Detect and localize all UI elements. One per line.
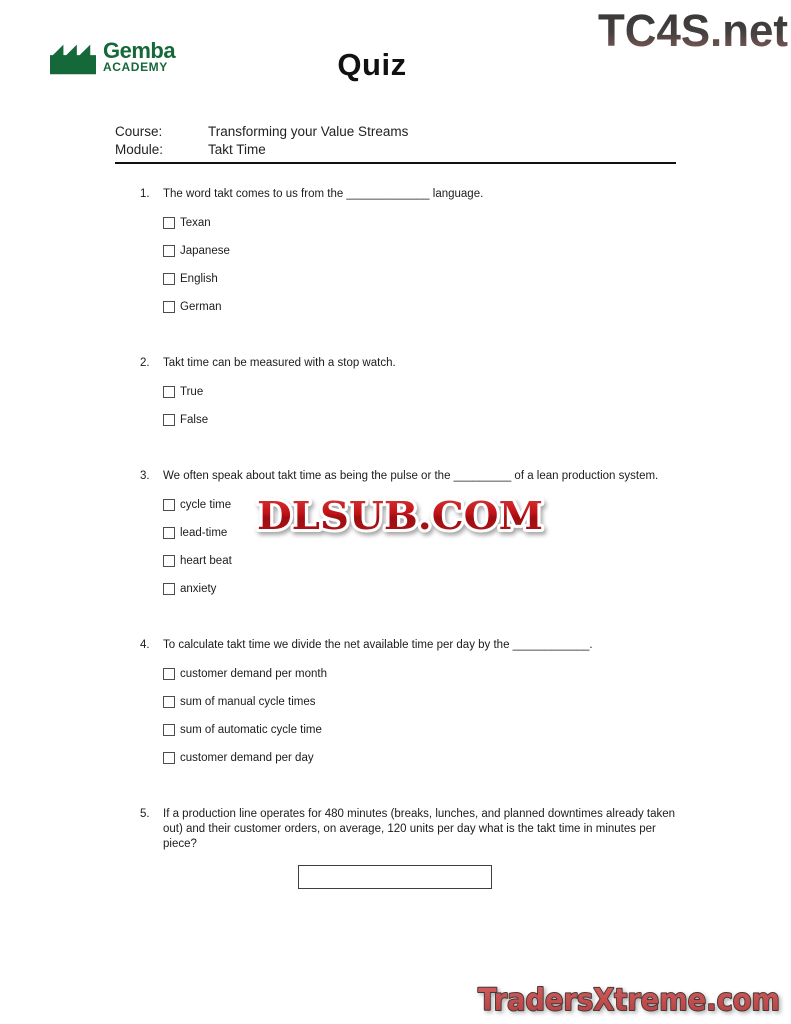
question — [140, 638, 677, 765]
answer-option[interactable] — [163, 385, 677, 399]
answer-option[interactable] — [163, 272, 677, 286]
tradersxtreme-watermark — [474, 978, 786, 1022]
question-body — [163, 356, 677, 427]
option-list — [163, 667, 677, 765]
option-label: lead-time — [180, 527, 228, 539]
option-list — [163, 385, 677, 427]
checkbox-icon[interactable] — [163, 696, 175, 708]
checkbox-icon[interactable] — [163, 752, 175, 764]
answer-option[interactable] — [163, 695, 677, 709]
dlsub-watermark-text: DLSUB.COM — [257, 493, 543, 538]
course-label: Course: — [115, 124, 163, 139]
answer-option[interactable] — [163, 300, 677, 314]
question-stem: If a production line operates for 480 minutes (breaks, lunches, and planned downtimes already taken out) and their customer orders, on average, 120 units per day what is the takt time in minutes per piece? — [163, 808, 676, 850]
question — [140, 356, 677, 427]
question-stem: Takt time can be measured with a stop watch. — [163, 357, 396, 369]
answer-option[interactable] — [163, 216, 677, 230]
checkbox-icon[interactable] — [163, 386, 175, 398]
course-value: Transforming your Value Streams — [208, 124, 409, 139]
module-row — [115, 141, 676, 159]
question-body — [163, 807, 677, 889]
tradersxtreme-watermark-text: TradersXtreme.com — [478, 983, 780, 1018]
checkbox-icon[interactable] — [163, 273, 175, 285]
question-stem: To calculate takt time we divide the net available time per day by the ____________. — [163, 639, 593, 651]
checkbox-icon[interactable] — [163, 583, 175, 595]
checkbox-icon[interactable] — [163, 301, 175, 313]
question-number: 2. — [140, 357, 150, 369]
tc4s-watermark-text: TC4S.net — [598, 5, 789, 56]
option-label: cycle time — [180, 499, 232, 511]
question-stem: We often speak about takt time as being the pulse or the _________ of a lean production system. — [163, 470, 659, 482]
question — [140, 187, 677, 314]
answer-option[interactable] — [163, 667, 677, 681]
module-label: Module: — [115, 142, 164, 157]
option-label: customer demand per day — [180, 752, 314, 764]
option-label: anxiety — [180, 583, 217, 595]
option-list — [163, 216, 677, 314]
option-label: heart beat — [180, 555, 232, 567]
option-label: customer demand per month — [180, 668, 328, 680]
question-number: 5. — [140, 808, 150, 820]
dlsub-watermark — [253, 489, 548, 541]
option-label: False — [180, 414, 209, 426]
question-body — [163, 638, 677, 765]
answer-option[interactable] — [163, 413, 677, 427]
option-label: True — [180, 386, 204, 398]
option-label: Japanese — [180, 245, 230, 257]
option-label: German — [180, 301, 222, 313]
option-label: sum of manual cycle times — [180, 696, 316, 708]
question — [140, 807, 677, 889]
checkbox-icon[interactable] — [163, 414, 175, 426]
answer-option[interactable] — [163, 244, 677, 258]
checkbox-icon[interactable] — [163, 668, 175, 680]
answer-option[interactable] — [163, 723, 677, 737]
question-number: 3. — [140, 470, 150, 482]
logo-name: Gemba — [103, 38, 176, 63]
checkbox-icon[interactable] — [163, 245, 175, 257]
module-value: Takt Time — [208, 142, 266, 157]
answer-input[interactable] — [298, 865, 492, 889]
checkbox-icon[interactable] — [163, 724, 175, 736]
question-stem: The word takt comes to us from the _____________ language. — [163, 188, 484, 200]
checkbox-icon[interactable] — [163, 527, 175, 539]
logo-subname: ACADEMY — [103, 60, 168, 74]
question-number: 1. — [140, 188, 150, 200]
course-header — [115, 123, 676, 164]
checkbox-icon[interactable] — [163, 217, 175, 229]
page-title: Quiz — [337, 47, 407, 82]
answer-option[interactable] — [163, 582, 677, 596]
answer-option[interactable] — [163, 554, 677, 568]
checkbox-icon[interactable] — [163, 499, 175, 511]
option-label: Texan — [180, 217, 211, 229]
course-row — [115, 123, 676, 141]
question-body — [163, 187, 677, 314]
question-number: 4. — [140, 639, 150, 651]
checkbox-icon[interactable] — [163, 555, 175, 567]
answer-option[interactable] — [163, 751, 677, 765]
option-label: sum of automatic cycle time — [180, 724, 322, 736]
option-label: English — [180, 273, 218, 285]
